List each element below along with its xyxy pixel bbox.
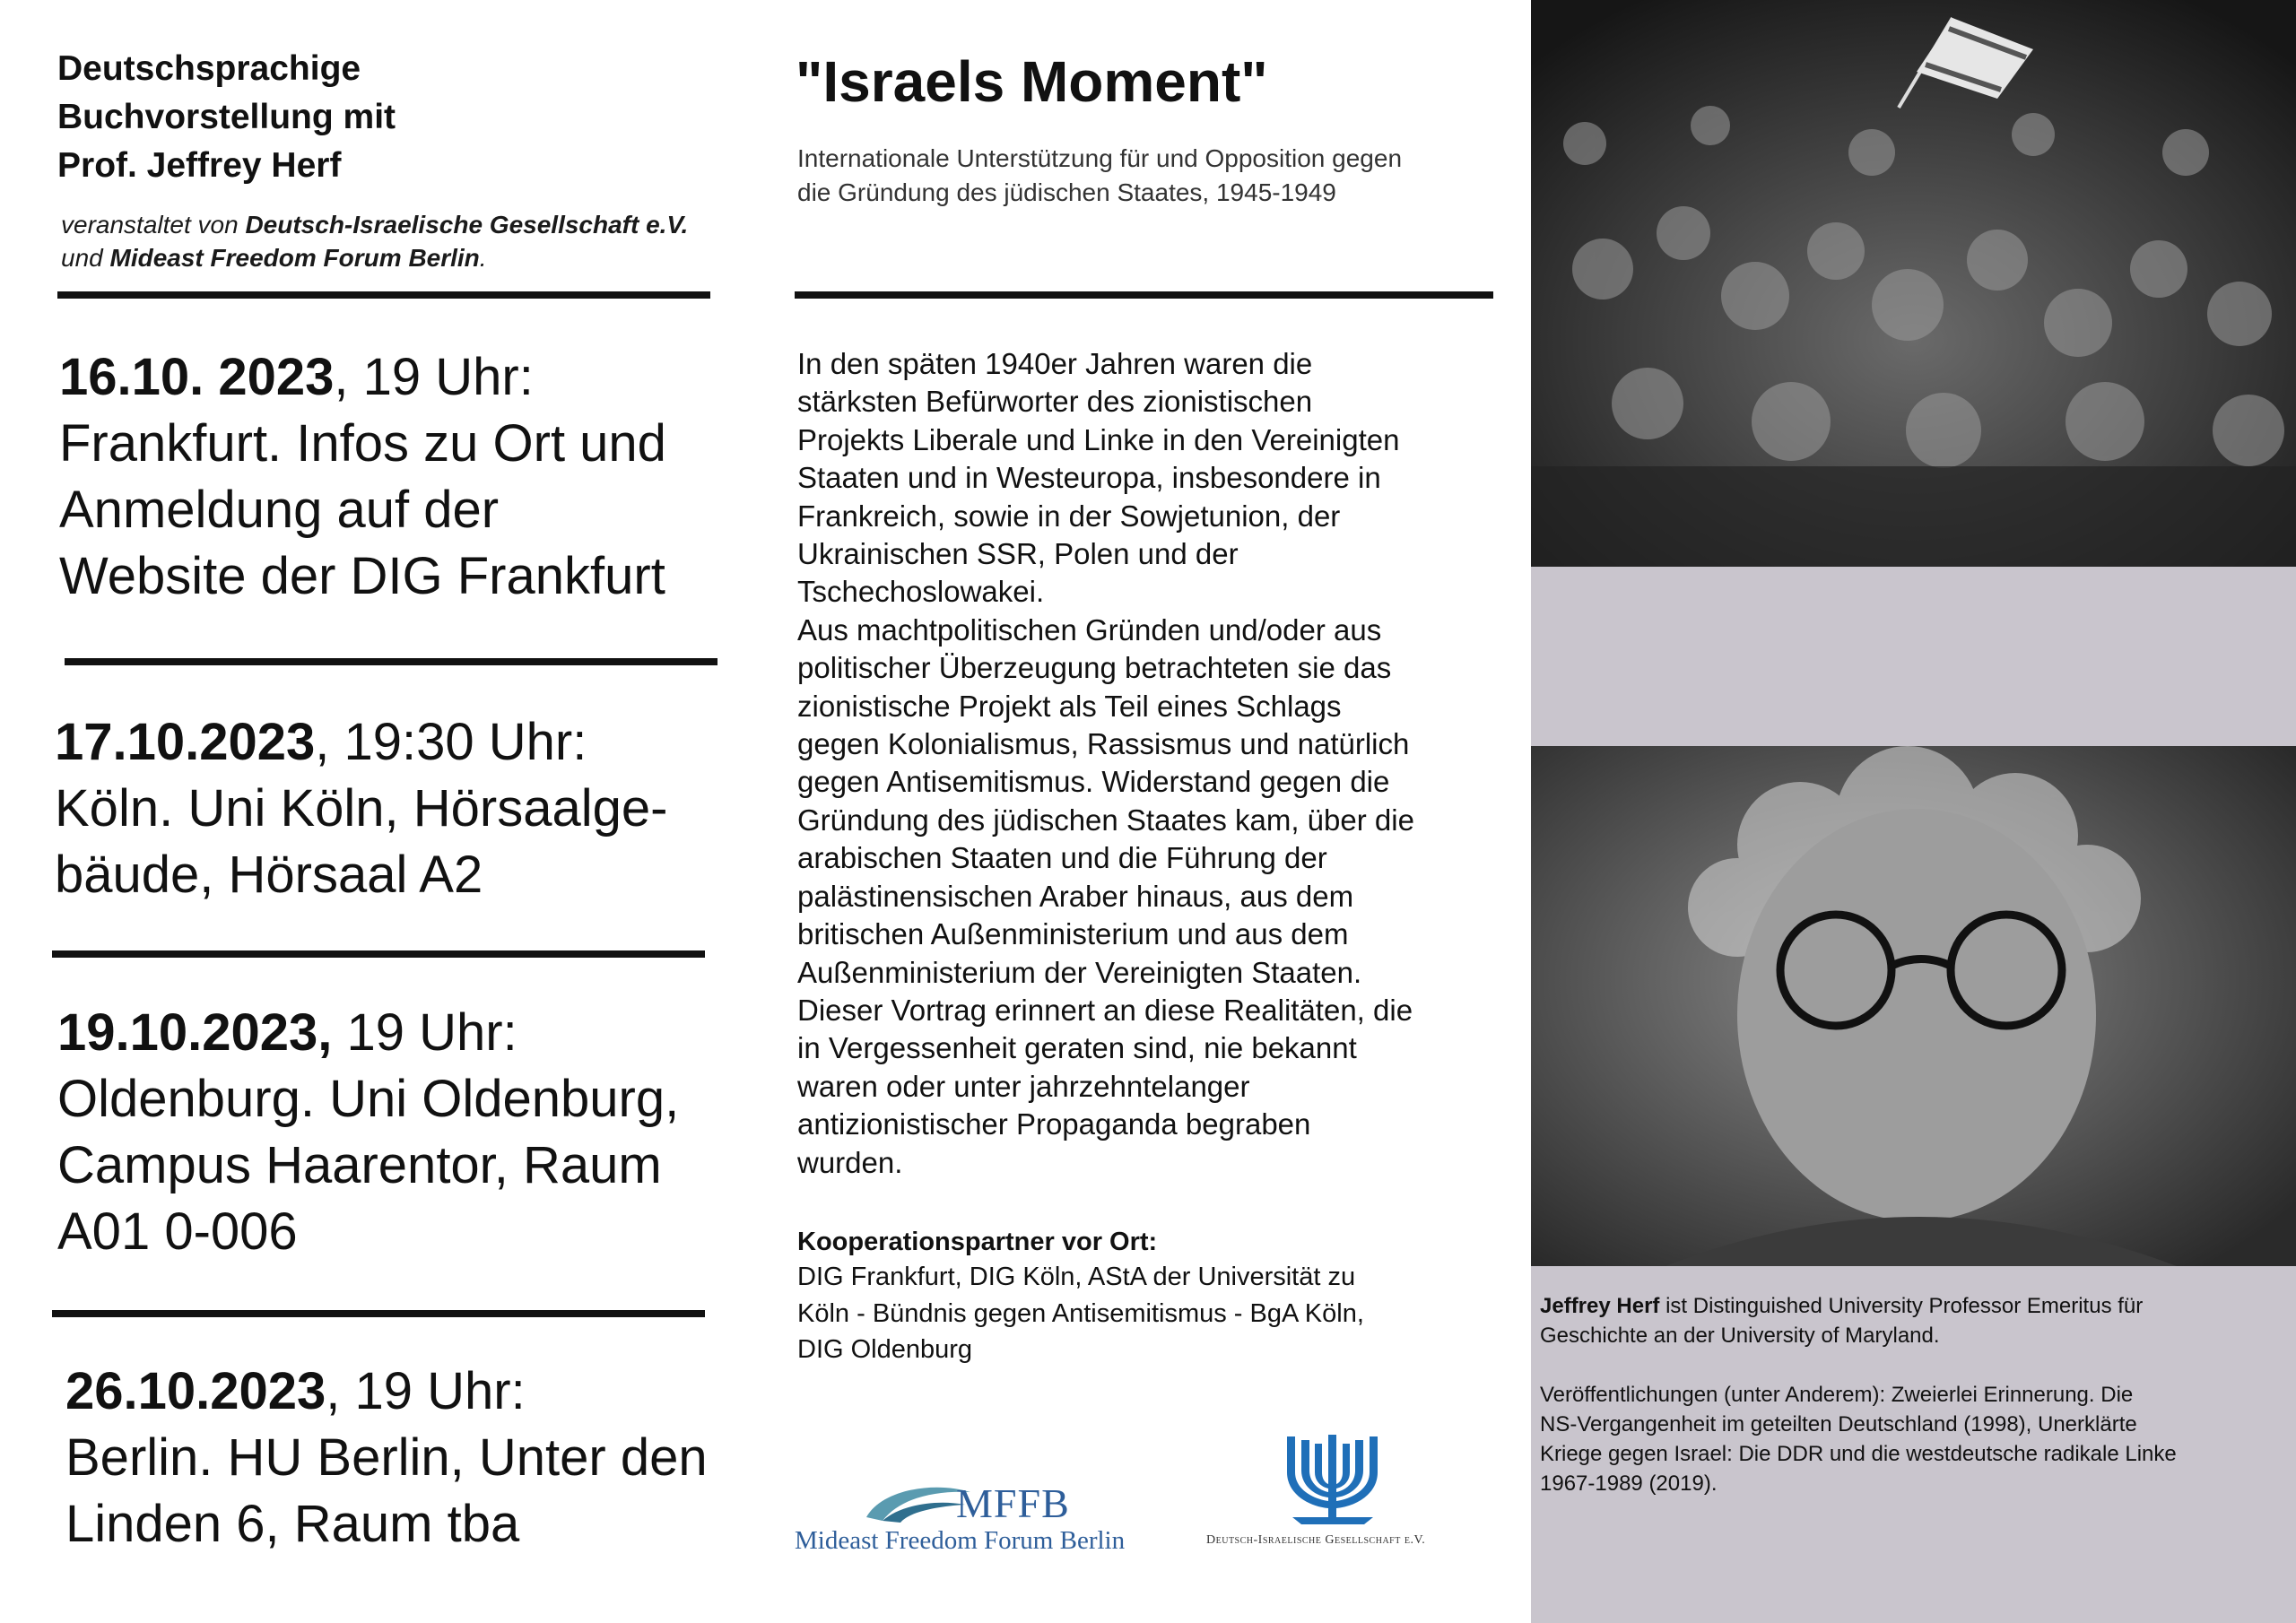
author-name: Jeffrey Herf <box>1540 1294 1660 1318</box>
menorah-icon <box>1274 1428 1391 1531</box>
event-koeln <box>55 709 772 908</box>
event-berlin <box>65 1358 783 1558</box>
divider <box>52 950 705 958</box>
divider <box>65 658 718 665</box>
dig-logo <box>1197 1428 1475 1553</box>
mffb-logo-subtitle: Mideast Freedom Forum Berlin <box>795 1526 1126 1555</box>
event-location: Frankfurt. Infos zu Ort und Anmeldung auf der Website der DIG Frankfurt <box>59 414 666 605</box>
book-subtitle: Internationale Unterstützung für und Opposition gegen die Gründung des jüdischen Staates, 1945-1949 <box>797 144 1403 206</box>
dig-logo-subtitle: Deutsch-Israelische Gesellschaft e.V. <box>1206 1533 1426 1547</box>
crowd-photo <box>1531 0 2296 567</box>
divider <box>52 1310 705 1317</box>
event-location: Köln. Uni Köln, Hörsaalge- bäude, Hörsaal A2 <box>55 779 668 904</box>
event-time: 19 Uhr: <box>332 1003 517 1062</box>
organizer-line: veranstaltet von Deutsch-Israelische Gesellschaft e.V. und Mideast Freedom Forum Berlin. <box>61 211 689 272</box>
event-time: , 19 Uhr: <box>326 1362 526 1420</box>
event-oldenburg <box>57 1000 775 1265</box>
event-date: 19.10.2023, <box>57 1003 333 1062</box>
event-location: Oldenburg. Uni Oldenburg, Campus Haarentor, Raum A01 0-006 <box>57 1070 680 1261</box>
cooperation-title: Kooperationspartner vor Ort: <box>797 1228 1158 1256</box>
event-date: 26.10.2023 <box>65 1362 326 1420</box>
event-frankfurt <box>59 344 777 610</box>
event-location: Berlin. HU Berlin, Unter den Linden 6, Raum tba <box>65 1428 708 1553</box>
portrait-photo <box>1531 746 2296 1266</box>
event-date: 16.10. 2023 <box>59 348 335 406</box>
event-time: , 19:30 Uhr: <box>315 713 587 771</box>
author-publications: Veröffentlichungen (unter Anderem): Zweierlei Erinnerung. Die NS-Vergangenheit im geteilten Deutschland (1998), Unerklärte Kriege gegen Israel: Die DDR und die westdeutsche radikale Linke 1967-1989 (2019). <box>1540 1383 2177 1496</box>
author-bio-text: ist Distinguished University Professor Emeritus für Geschichte an der University of Maryland. <box>1540 1294 2144 1348</box>
divider <box>57 291 710 299</box>
organizer-mffb: Mideast Freedom Forum Berlin <box>109 244 480 272</box>
cooperation-text: DIG Frankfurt, DIG Köln, AStA der Universität zu Köln - Bündnis gegen Antisemitismus - BgA Köln, DIG Oldenburg <box>797 1263 1364 1364</box>
book-title: "Israels Moment" <box>796 49 1268 114</box>
divider <box>795 291 1493 299</box>
mffb-logo-name: MFFB <box>956 1480 1070 1526</box>
organizer-dig: Deutsch-Israelische Gesellschaft e.V. <box>245 211 689 239</box>
event-series-title: Deutschsprachige Buchvorstellung mit Prof. Jeffrey Herf <box>57 49 396 185</box>
event-date: 17.10.2023 <box>55 713 316 771</box>
event-time: , 19 Uhr: <box>334 348 534 406</box>
author-bio <box>1540 1291 2275 1498</box>
portrait-photo-image <box>1531 746 2296 1266</box>
mffb-logo <box>793 1471 1170 1560</box>
crowd-photo-image <box>1531 0 2296 567</box>
description-text: In den späten 1940er Jahren waren die stärksten Befürworter des zionistischen Projekts Liberale und Linke in den Vereinigten Staaten und in Westeuropa, insbesondere in Frankreich, sowie in der Sowjetunion, der Ukrainischen SSR, Polen und der Tschechoslowakei. Aus machtpolitischen Gründen und/oder aus politischer Überzeugung betrachteten sie das zionistische Projekt als Teil eines Schlags gegen Kolonialismus, Rassismus und natürlich gegen Antisemitismus. Widerstand gegen die Gründung des jüdischen Staates kam, über die arabischen Staaten und die Führung der palästinensischen Araber hinaus, aus dem britischen Außenministerium und aus dem Außenministerium der Vereinigten Staaten. Dieser Vortrag erinnert an diese Realitäten, die in Vergessenheit geraten sind, nie bekannt waren oder unter jahrzehntelanger antizionistischer Propaganda begraben wurden. <box>797 347 1414 1179</box>
